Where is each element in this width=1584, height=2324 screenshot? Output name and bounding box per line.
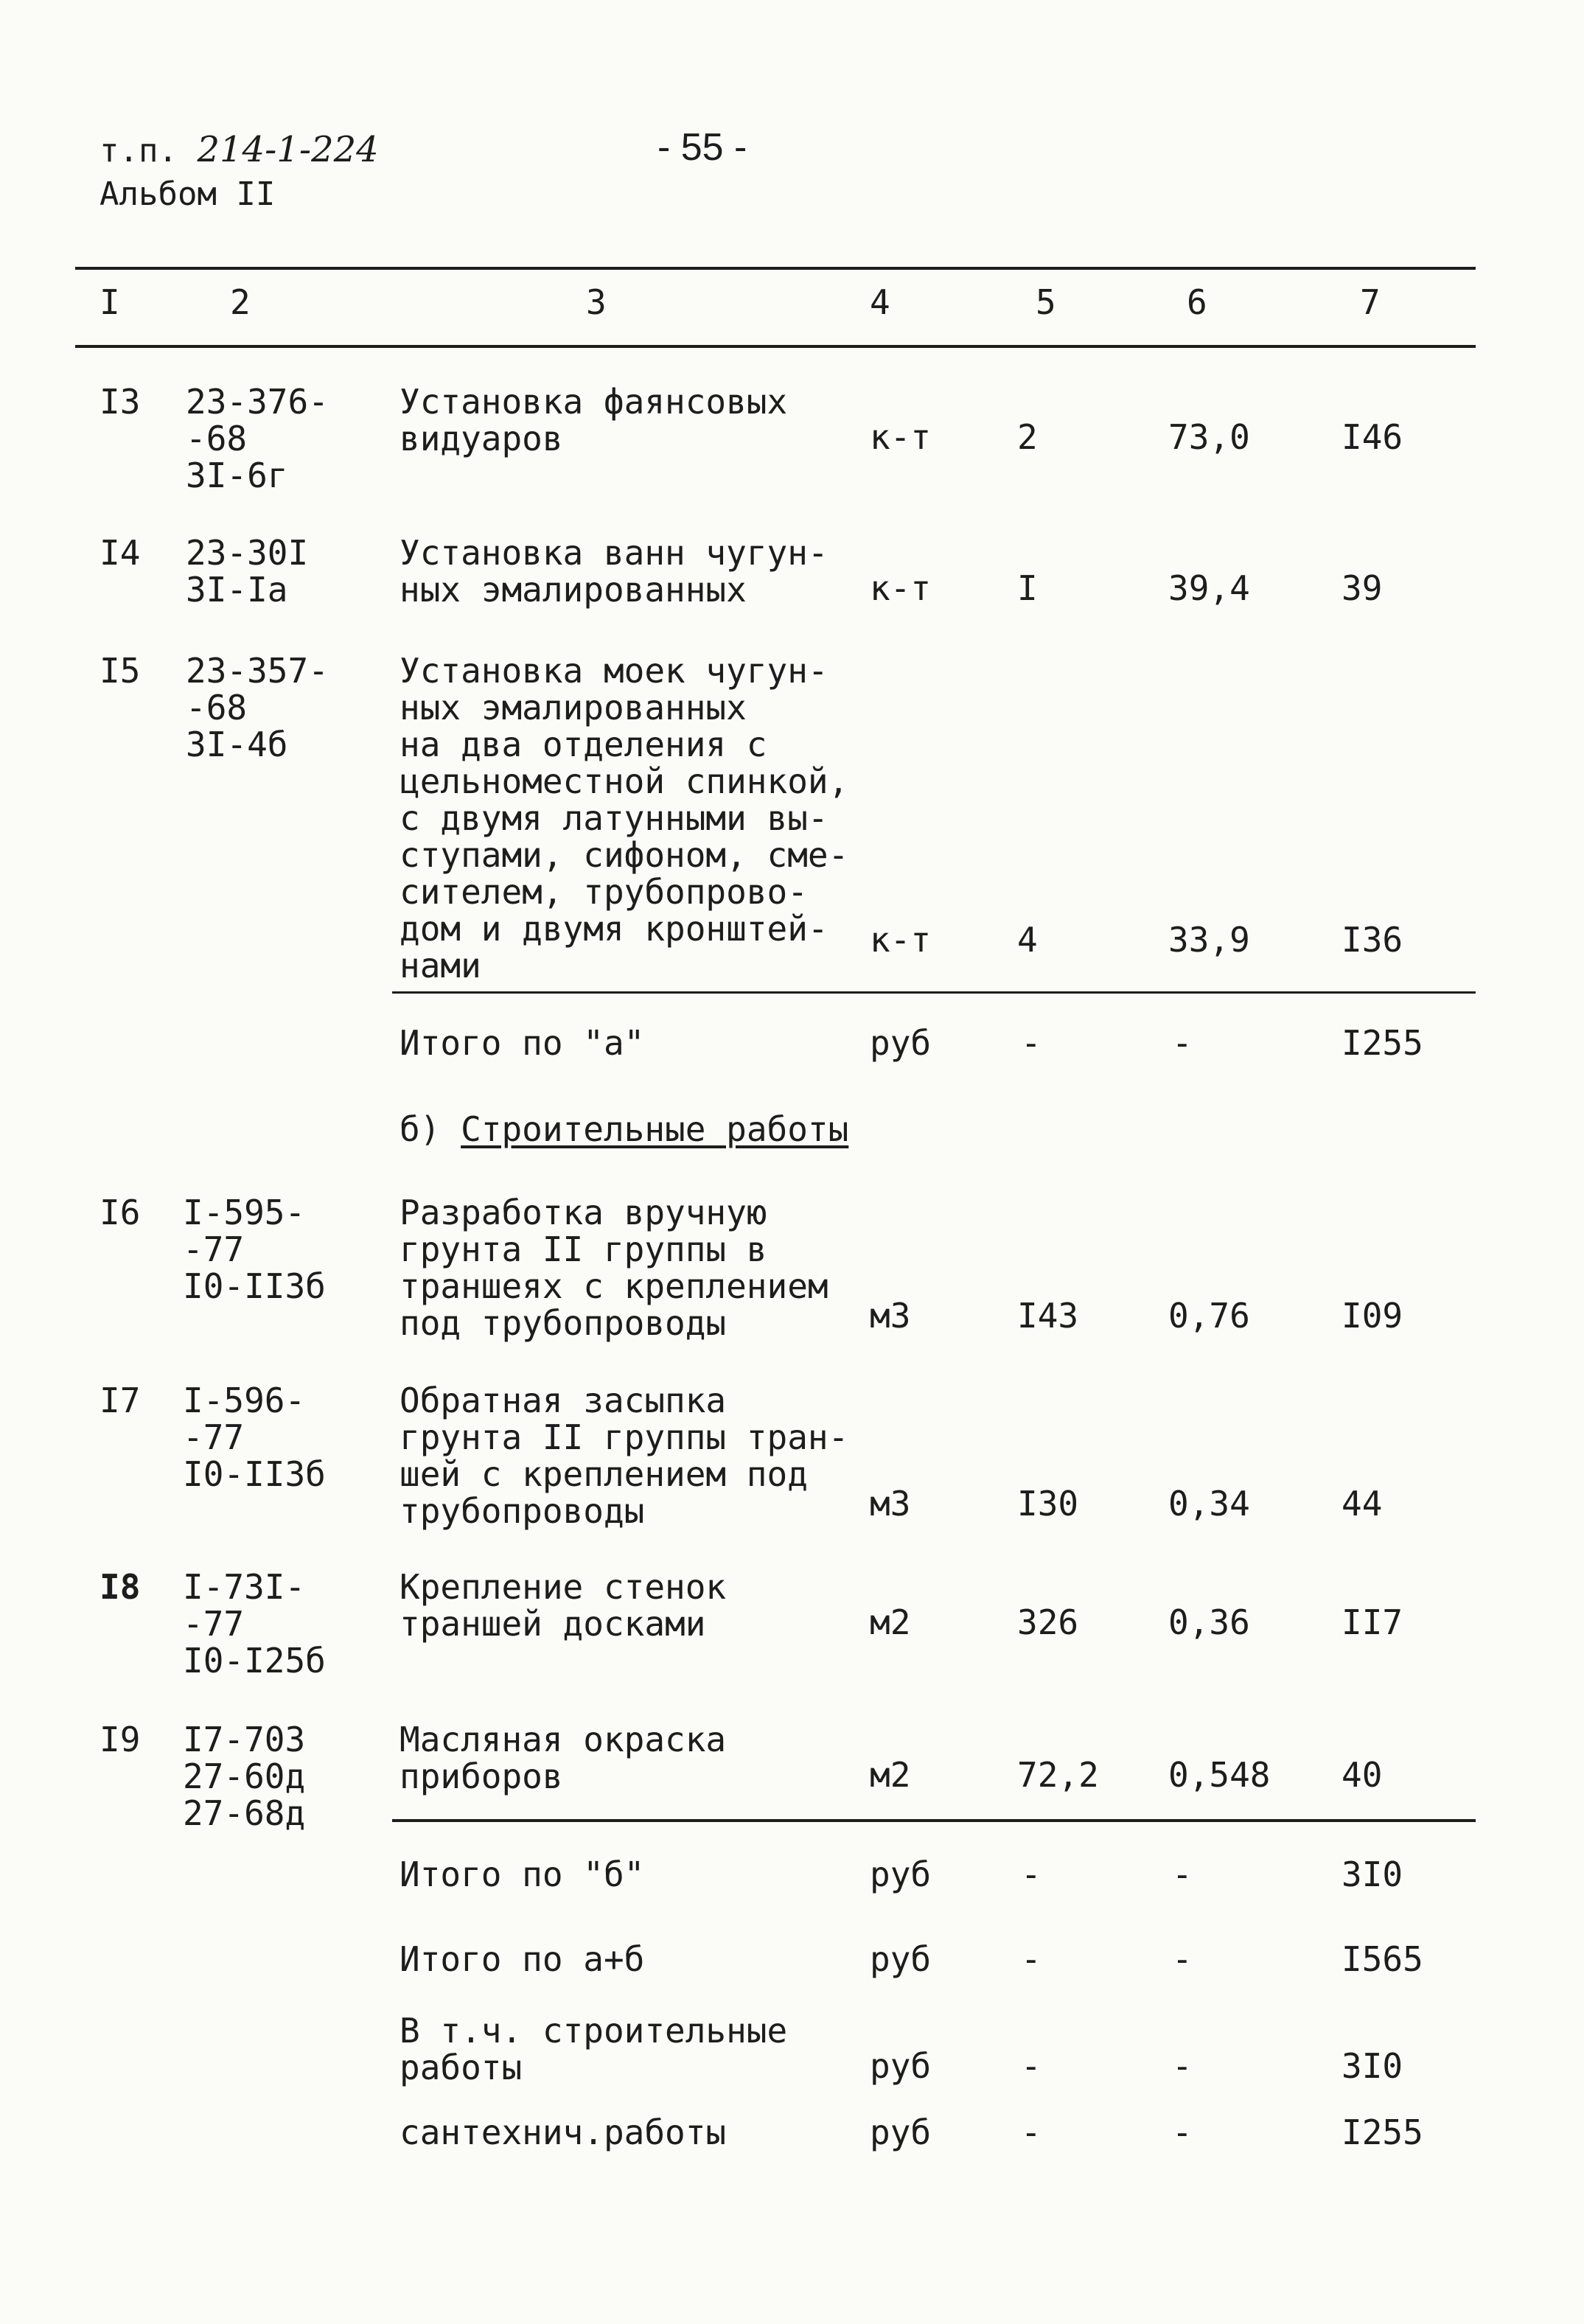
table-header-rule (75, 345, 1476, 348)
row-description: Установка ванн чугун- ных эмалированных (400, 533, 828, 610)
total-price: - (1172, 2046, 1193, 2086)
total-label: В т.ч. строительные работы (400, 2011, 788, 2087)
column-header-4: 4 (870, 282, 890, 322)
row-unit-price: 33,9 (1168, 920, 1250, 960)
row-number: I9 (100, 1720, 141, 1759)
row-unit: к-т (870, 920, 932, 960)
album-label: Альбом II (100, 175, 276, 213)
row-quantity: 326 (1017, 1602, 1079, 1642)
row-total: 40 (1341, 1755, 1383, 1795)
row-total: 44 (1341, 1484, 1383, 1524)
row-quantity: 4 (1017, 920, 1038, 960)
page-number: - 55 - (657, 126, 747, 169)
subtotal-quantity: - (1021, 1023, 1042, 1063)
column-header-2: 2 (230, 282, 251, 322)
row-description: Установка моек чугун- ных эмалированных на два отделения с цельноместной спинкой, с двумя латунными вы- ступами, сифоном, сме- сителем, трубопрово- дом и двумя кронштей- нами (400, 651, 849, 985)
row-number: I6 (100, 1193, 141, 1232)
row-unit-price: 0,76 (1168, 1296, 1250, 1336)
total-unit: руб (870, 2046, 932, 2086)
row-code: 23-357- -68 3I-4б (186, 651, 329, 764)
row-code: 23-30I 3I-Iа (186, 533, 309, 610)
row-number: I7 (100, 1381, 141, 1420)
row-code: I7-703 27-60д 27-68д (183, 1720, 306, 1833)
subtotal-price: - (1172, 1023, 1193, 1063)
document-reference (100, 129, 379, 170)
total-quantity: - (1021, 1854, 1042, 1894)
row-number: I4 (100, 533, 141, 573)
row-code: I-596- -77 I0-II3б (183, 1381, 326, 1494)
row-quantity: I (1017, 568, 1038, 608)
total-quantity: - (1021, 1939, 1042, 1979)
total-label: сантехнич.работы (400, 2112, 727, 2152)
row-unit: м2 (870, 1755, 911, 1795)
total-price: - (1172, 1939, 1193, 1979)
row-unit: к-т (870, 417, 932, 457)
total-amount: I255 (1341, 2112, 1423, 2152)
row-quantity: I43 (1017, 1296, 1079, 1336)
row-number: I5 (100, 651, 141, 691)
total-label: Итого по а+б (400, 1939, 645, 1979)
subtotal-label: Итого по "а" (400, 1023, 645, 1063)
subtotal-unit: руб (870, 1023, 932, 1063)
row-unit-price: 73,0 (1168, 417, 1250, 457)
total-quantity: - (1021, 2112, 1042, 2152)
section-b-heading (400, 1109, 848, 1149)
row-code: I-595- -77 I0-II3б (183, 1193, 326, 1306)
row-total: II7 (1341, 1602, 1403, 1642)
subtotal-a-rule (392, 991, 1476, 994)
row-quantity: I30 (1017, 1484, 1079, 1524)
row-total: I46 (1341, 417, 1403, 457)
total-label: Итого по "б" (400, 1854, 645, 1894)
row-unit-price: 0,36 (1168, 1602, 1250, 1642)
row-number: I8 (100, 1567, 141, 1607)
row-description: Обратная засыпка грунта II группы тран- шей с креплением под трубопроводы (400, 1381, 849, 1531)
table-top-rule (75, 267, 1476, 270)
total-price: - (1172, 2112, 1193, 2152)
row-unit: к-т (870, 568, 932, 608)
section-b-title: Строительные работы (461, 1109, 849, 1149)
total-quantity: - (1021, 2046, 1042, 2086)
total-amount: 3I0 (1341, 2046, 1403, 2086)
row-total: I36 (1341, 920, 1403, 960)
reference-handwritten: 214-1-224 (197, 129, 379, 170)
total-unit: руб (870, 1854, 932, 1894)
total-price: - (1172, 1854, 1193, 1894)
row-quantity: 72,2 (1017, 1755, 1099, 1795)
row-code: I-73I- -77 I0-I25б (183, 1567, 326, 1681)
column-header-7: 7 (1360, 282, 1381, 322)
row-unit: м3 (870, 1296, 911, 1336)
column-header-3: 3 (586, 282, 607, 322)
row-total: I09 (1341, 1296, 1403, 1336)
totals-rule (392, 1819, 1476, 1822)
row-description: Разработка вручную грунта II группы в траншеях с креплением под трубопроводы (400, 1193, 828, 1343)
row-code: 23-376- -68 3I-6г (186, 382, 329, 495)
row-unit-price: 39,4 (1168, 568, 1250, 608)
row-description: Установка фаянсовых видуаров (400, 382, 788, 458)
row-unit-price: 0,34 (1168, 1484, 1250, 1524)
total-amount: I565 (1341, 1939, 1423, 1979)
row-total: 39 (1341, 568, 1383, 608)
reference-prefix: т.п. (100, 132, 178, 170)
row-quantity: 2 (1017, 417, 1038, 457)
row-unit-price: 0,548 (1168, 1755, 1271, 1795)
section-b-prefix: б) (400, 1109, 441, 1149)
subtotal-total: I255 (1341, 1023, 1423, 1063)
column-header-1: I (100, 282, 120, 322)
row-unit: м2 (870, 1602, 911, 1642)
row-description: Масляная окраска приборов (400, 1720, 727, 1796)
column-header-6: 6 (1187, 282, 1207, 322)
total-unit: руб (870, 2112, 932, 2152)
column-header-5: 5 (1036, 282, 1056, 322)
total-unit: руб (870, 1939, 932, 1979)
row-unit: м3 (870, 1484, 911, 1524)
row-description: Крепление стенок траншей досками (400, 1567, 727, 1644)
row-number: I3 (100, 382, 141, 422)
total-amount: 3I0 (1341, 1854, 1403, 1894)
